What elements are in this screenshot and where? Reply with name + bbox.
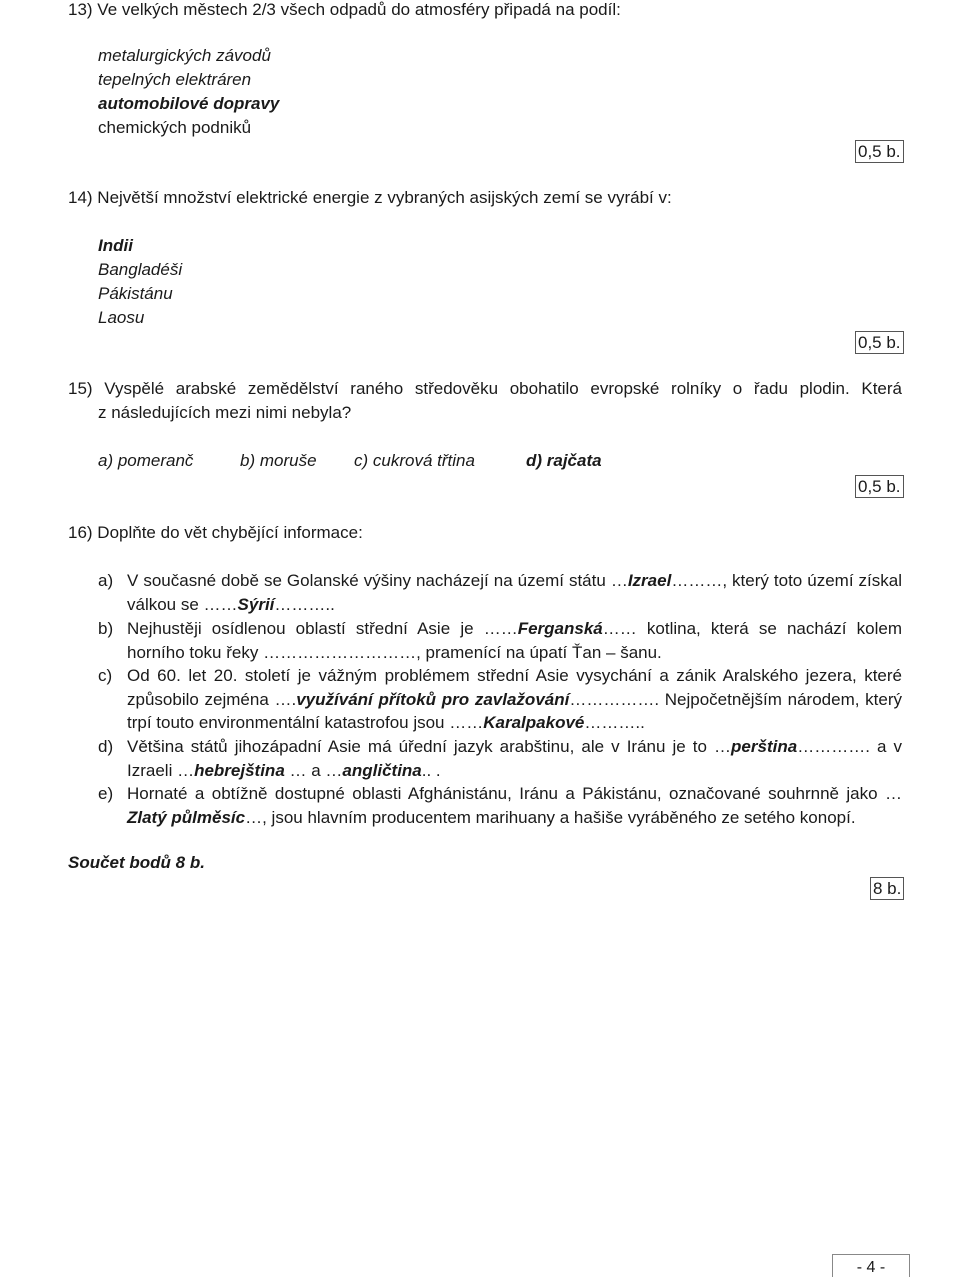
filled-answer: Ferganská: [517, 619, 603, 638]
filled-answer: perština: [731, 737, 798, 756]
item-text: Většina států jihozápadní Asie má úřední jazyk arabštinu, ale v Iránu je to …: [127, 737, 732, 756]
option-correct: automobilové dopravy: [98, 94, 280, 113]
score-box: 0,5 b.: [855, 475, 904, 498]
item-label: a): [98, 571, 114, 590]
question-15-option-b: b) moruše: [240, 451, 317, 470]
total-score-box: 8 b.: [870, 877, 904, 900]
option: Pákistánu: [98, 284, 173, 303]
question-15-option-d-correct: d) rajčata: [526, 451, 602, 470]
question-13-options: [98, 44, 279, 140]
fill-item-b: [98, 617, 902, 664]
fill-item-a: [98, 569, 902, 616]
filled-answer: angličtina: [342, 760, 422, 780]
question-15-option-a: a) pomeranč: [98, 451, 194, 470]
total-points-label: Součet bodů 8 b.: [68, 853, 205, 872]
item-text: .. .: [421, 760, 441, 780]
question-14-options: [98, 234, 182, 330]
item-text: … a …: [284, 760, 343, 780]
filled-answer: Sýrií: [237, 594, 275, 614]
item-text: ………..: [584, 713, 645, 732]
question-13-text: 13) Ve velkých městech 2/3 všech odpadů do atmosféry připadá na podíl:: [68, 0, 621, 19]
filled-answer: hebrejština: [194, 760, 285, 780]
item-label: b): [98, 619, 114, 638]
option-correct: Indii: [98, 236, 133, 255]
option: chemických podniků: [98, 118, 252, 137]
score-box: 0,5 b.: [855, 331, 904, 354]
question-15-option-c: c) cukrová třtina: [354, 451, 475, 470]
item-text: Nejhustěji osídlenou oblastí střední Asie je ……: [127, 619, 518, 638]
item-text: …, jsou hlavním producentem marihuany a hašiše vyráběného ze setého konopí.: [245, 807, 856, 827]
filled-answer: Izrael: [627, 571, 672, 590]
option: tepelných elektráren: [98, 70, 252, 89]
item-text: Od 60. let 20. století je vážným problémem střední Asie vysychání a zánik Aralského jezera, které způsobilo zejména ….: [127, 666, 902, 709]
item-text: …………. a v Izraeli …: [127, 737, 902, 780]
question-16-text: 16) Doplňte do vět chybějící informace:: [68, 523, 363, 542]
item-text: ……………. Nejpočetnějším národem, který trpí touto environmentální katastrofou jsou ……: [127, 689, 902, 732]
score-box: 0,5 b.: [855, 140, 904, 163]
question-14-text: 14) Největší množství elektrické energie z vybraných asijských zemí se vyrábí v:: [68, 188, 672, 207]
item-text: ………..: [274, 594, 335, 614]
item-label: e): [98, 784, 114, 803]
item-text: ………, který toto území získal válkou se ……: [127, 571, 903, 614]
item-label: d): [98, 737, 114, 756]
option: Laosu: [98, 308, 145, 327]
fill-item-d: [98, 735, 902, 782]
fill-item-c: [98, 664, 902, 735]
item-text: …… kotlina, která se nachází kolem horního toku řeky ………………………, pramenící na úpatí Ťan – šanu.: [127, 619, 902, 662]
item-text: V současné době se Golanské výšiny nacházejí na území státu …: [127, 571, 628, 590]
filled-answer: Zlatý půlměsíc: [127, 807, 246, 827]
item-text: Hornaté a obtížně dostupné oblasti Afghánistánu, Iránu a Pákistánu, označované souhrnně jako …: [127, 784, 902, 803]
item-label: c): [98, 666, 113, 685]
question-15-line-2: z následujících mezi nimi nebyla?: [98, 403, 352, 422]
filled-answer: Karalpakové: [483, 713, 585, 732]
page-number: - 4 -: [832, 1254, 910, 1277]
option: metalurgických závodů: [98, 46, 271, 65]
fill-item-e: [98, 782, 902, 829]
filled-answer: využívání přítoků pro zavlažování: [296, 689, 570, 709]
option: Bangladéši: [98, 260, 183, 279]
question-15-line-1: 15) Vyspělé arabské zemědělství raného středověku obohatilo evropské rolníky o řadu plodin. Která: [68, 379, 902, 398]
